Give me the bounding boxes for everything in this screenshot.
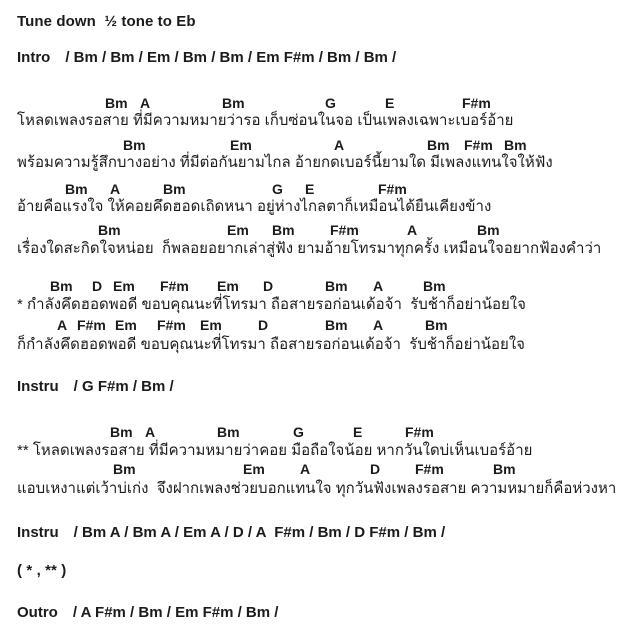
chord: A <box>407 222 418 238</box>
lyric-line: พร้อมความรู้สึกบางอย่าง ที่มีต่อกันยามไกล อ้ายกดเบอร์นี้ยามใด มีเพลงแทนใจให้ฟัง <box>17 154 553 171</box>
chord: F#m <box>157 317 186 333</box>
lyric-line: * กำลังคึดฮอดพอดี ขอบคุณนะที่โทรมา ถือสายรอก่อนเด้อจ้า รับช้าก็อย่าน้อยใจ <box>17 296 526 313</box>
chord: F#m <box>378 181 407 197</box>
chord: Em <box>113 278 135 294</box>
lyric-line: โหลดเพลงรอสาย ที่มีความหมายว่ารอ เก็บซ่อนในจอ เป็นเพลงเฉพาะเบอร์อ้าย <box>17 112 514 129</box>
chord: Em <box>115 317 137 333</box>
chord: Bm <box>222 95 245 111</box>
chord: Bm <box>217 424 240 440</box>
chord: Bm <box>163 181 186 197</box>
lyric-line: เรื่องใดสะกิดใจหน่อย ก็พลอยอยากเล่าสู่ฟัง ยามอ้ายโทรมาทุกครั้ง เหมือนใจอยากฟ้องคำว่า <box>17 240 602 257</box>
chord: Bm <box>325 278 348 294</box>
chord: Bm <box>325 317 348 333</box>
chord: A <box>300 461 311 477</box>
section-chord-progression: / A F#m / Bm / Em F#m / Bm / <box>72 604 279 621</box>
chord: F#m <box>77 317 106 333</box>
section-line-instru-1 <box>17 378 620 397</box>
section-chord-progression: / Bm A / Bm A / Em A / D / A F#m / Bm / D F#m / Bm / <box>73 524 446 541</box>
chord-line <box>0 181 620 197</box>
section-chord-progression: / G F#m / Bm / <box>73 378 174 395</box>
chord: Bm <box>105 95 128 111</box>
chord: Bm <box>504 137 527 153</box>
section-label: Instru <box>17 378 59 395</box>
chord: D <box>258 317 269 333</box>
chord: A <box>145 424 156 440</box>
chord-line <box>0 317 620 333</box>
chord: Em <box>217 278 239 294</box>
chord: A <box>140 95 151 111</box>
chord: E <box>305 181 315 197</box>
chord: F#m <box>462 95 491 111</box>
chord: E <box>353 424 363 440</box>
lyric-line: อ้ายคือแรงใจ ให้คอยคึดฮอดเถิดหนา อยู่ห่างไกลตาก็เหมือนได้ยืนเคียงข้าง <box>17 198 492 215</box>
chord-line <box>0 222 620 238</box>
chord: D <box>370 461 381 477</box>
chord: F#m <box>405 424 434 440</box>
section-label: Outro <box>17 604 58 621</box>
repeat-marks: ( * , ** ) <box>17 562 67 579</box>
lyric-line: ** โหลดเพลงรอสาย ที่มีความหมายว่าคอย มือถือใจน้อย หากวันใดบ่เห็นเบอร์อ้าย <box>17 442 533 459</box>
chord: Bm <box>110 424 133 440</box>
chord: Em <box>230 137 252 153</box>
chord: G <box>272 181 283 197</box>
chord: Bm <box>423 278 446 294</box>
chord-line <box>0 461 620 477</box>
chord: Bm <box>493 461 516 477</box>
section-label: Intro <box>17 49 51 66</box>
chord: Em <box>243 461 265 477</box>
chord: Bm <box>123 137 146 153</box>
chord: Bm <box>50 278 73 294</box>
chord: E <box>385 95 395 111</box>
section-line-intro <box>17 49 620 68</box>
chord: G <box>325 95 336 111</box>
chord: Bm <box>98 222 121 238</box>
chord: D <box>92 278 103 294</box>
chord-line <box>0 278 620 294</box>
chord: D <box>263 278 274 294</box>
chord: Bm <box>427 137 450 153</box>
chord-line <box>0 137 620 153</box>
chord: Em <box>200 317 222 333</box>
chord: F#m <box>415 461 444 477</box>
section-chord-progression: / Bm / Bm / Em / Bm / Bm / Em F#m / Bm / Bm / <box>65 49 397 66</box>
chord: F#m <box>464 137 493 153</box>
chord: Bm <box>425 317 448 333</box>
chord: Bm <box>113 461 136 477</box>
tuning-note: Tune down ½ tone to Eb <box>17 13 196 30</box>
chord: F#m <box>160 278 189 294</box>
chord: Em <box>227 222 249 238</box>
chord: A <box>110 181 121 197</box>
section-label: Instru <box>17 524 59 541</box>
chord: A <box>373 278 384 294</box>
lyric-line: ก็กำลังคึดฮอดพอดี ขอบคุณนะที่โทรมา ถือสายรอก่อนเด้อจ้า รับช้าก็อย่าน้อยใจ <box>17 336 525 353</box>
lyric-line: แอบเหงาแต่เว้าบ่เก่ง จึงฝากเพลงช่วยบอกแทนใจ ทุกวันฟังเพลงรอสาย ความหมายก็คือห่วงหา <box>17 480 617 497</box>
section-line-instru-2 <box>17 524 620 543</box>
chord: Bm <box>272 222 295 238</box>
chord-line <box>0 95 620 111</box>
chord: A <box>57 317 68 333</box>
chord: F#m <box>330 222 359 238</box>
chord: A <box>373 317 384 333</box>
chord-line <box>0 424 620 440</box>
chord: Bm <box>65 181 88 197</box>
chord: Bm <box>477 222 500 238</box>
chord: G <box>293 424 304 440</box>
section-line-outro <box>17 604 620 623</box>
chord: A <box>334 137 345 153</box>
